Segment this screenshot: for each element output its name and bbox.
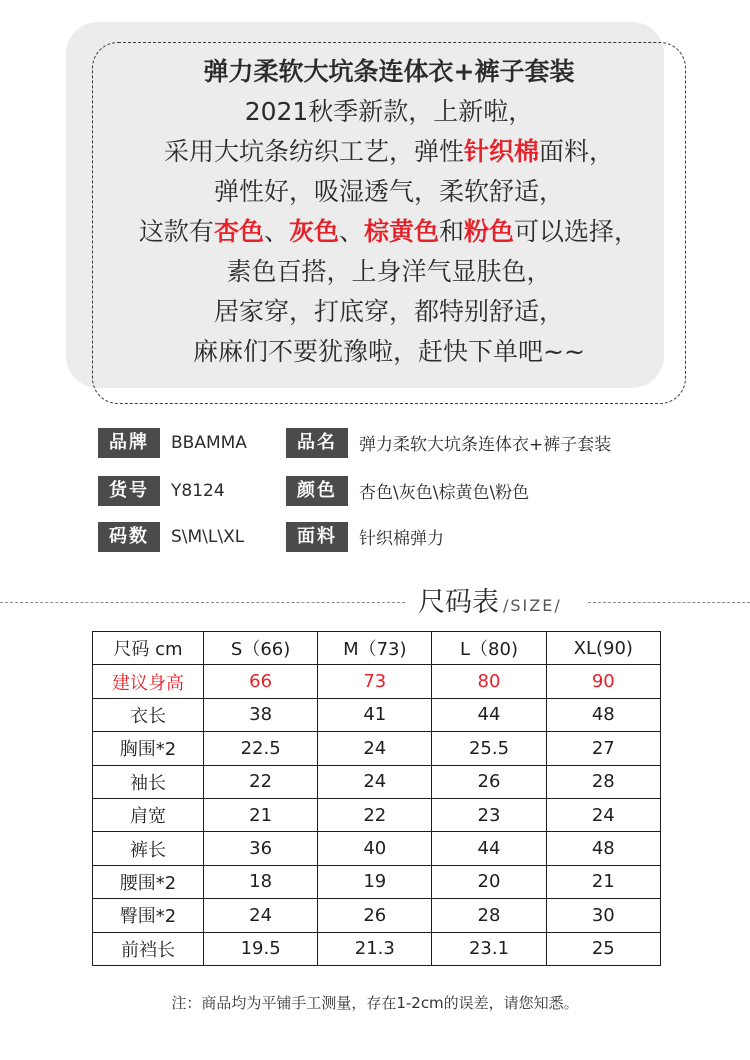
intro-line: 居家穿，打底穿，都特别舒适， [213, 297, 564, 326]
size-table-header [93, 632, 661, 665]
size-chart-title [418, 580, 562, 619]
fabric-value: 针织棉弹力 [359, 529, 444, 549]
intro-text-span: 面料， [539, 137, 615, 166]
header-cell: XL(90) [546, 632, 660, 665]
brand-label: 品牌 [98, 428, 160, 458]
size-label: 码数 [98, 522, 160, 552]
sku-label: 货号 [98, 476, 160, 506]
table-cell: 73 [318, 665, 432, 698]
intro-text-span: 采用大坑条纺织工艺，弹性 [163, 137, 464, 166]
table-row [93, 765, 661, 798]
divider-left [0, 602, 405, 603]
table-cell: 28 [546, 765, 660, 798]
divider-right [588, 602, 750, 603]
row-label: 胸围*2 [93, 732, 204, 765]
table-cell: 23 [432, 798, 546, 831]
table-cell: 22 [318, 798, 432, 831]
table-cell: 20 [432, 865, 546, 898]
table-cell: 80 [432, 665, 546, 698]
table-cell: 24 [318, 732, 432, 765]
product-name-label: 品名 [286, 428, 348, 458]
table-cell: 21 [204, 798, 318, 831]
sku-value: Y8124 [171, 481, 225, 501]
color-highlight: 棕黄色 [364, 217, 440, 246]
intro-line: 弹性好，吸湿透气，柔软舒适， [213, 177, 564, 206]
table-cell: 40 [318, 832, 432, 865]
table-cell: 19.5 [204, 932, 318, 965]
table-row [93, 665, 661, 698]
intro-text-span: 、 [263, 217, 289, 246]
size-value: S\M\L\XL [171, 527, 245, 547]
row-label: 袖长 [93, 765, 204, 798]
brand-value: BBAMMA [171, 433, 247, 453]
intro-line [92, 132, 686, 172]
table-cell: 27 [546, 732, 660, 765]
fabric-label: 面料 [286, 522, 348, 552]
row-label: 前裆长 [93, 932, 204, 965]
intro-text [92, 52, 686, 372]
intro-text-span: 可以选择， [514, 217, 640, 246]
table-cell: 36 [204, 832, 318, 865]
table-row [93, 732, 661, 765]
intro-text-span: 、 [338, 217, 364, 246]
table-cell: 28 [432, 899, 546, 932]
table-cell: 30 [546, 899, 660, 932]
table-cell: 26 [318, 899, 432, 932]
color-value: 杏色\灰色\棕黄色\粉色 [359, 483, 530, 503]
table-cell: 22.5 [204, 732, 318, 765]
table-cell: 66 [204, 665, 318, 698]
row-label: 腰围*2 [93, 865, 204, 898]
table-cell: 24 [318, 765, 432, 798]
intro-line: 素色百搭，上身洋气显肤色， [226, 257, 552, 286]
table-cell: 41 [318, 698, 432, 731]
color-highlight: 粉色 [464, 217, 515, 246]
table-cell: 19 [318, 865, 432, 898]
table-cell: 48 [546, 698, 660, 731]
row-label: 肩宽 [93, 798, 204, 831]
table-cell: 21 [546, 865, 660, 898]
product-title: 弹力柔软大坑条连体衣+裤子套装 [203, 57, 575, 86]
color-label: 颜色 [286, 476, 348, 506]
table-row [93, 899, 661, 932]
header-cell: M（73) [318, 632, 432, 665]
product-name-value: 弹力柔软大坑条连体衣+裤子套装 [359, 435, 612, 455]
intro-text-span: 这款有 [138, 217, 214, 246]
table-cell: 24 [204, 899, 318, 932]
table-cell: 48 [546, 832, 660, 865]
table-cell: 25.5 [432, 732, 546, 765]
table-cell: 22 [204, 765, 318, 798]
intro-line: 麻麻们不要犹豫啦，赶快下单吧~~ [193, 337, 585, 366]
table-cell: 24 [546, 798, 660, 831]
row-label: 建议身高 [93, 665, 204, 698]
table-cell: 18 [204, 865, 318, 898]
intro-line [92, 212, 686, 252]
table-cell: 23.1 [432, 932, 546, 965]
size-chart-subtitle: /SIZE/ [503, 596, 562, 615]
table-row [93, 698, 661, 731]
table-cell: 26 [432, 765, 546, 798]
table-cell: 38 [204, 698, 318, 731]
table-cell: 44 [432, 698, 546, 731]
row-label: 衣长 [93, 698, 204, 731]
table-cell: 90 [546, 665, 660, 698]
table-row [93, 932, 661, 965]
size-chart-title-text: 尺码表 [418, 587, 499, 618]
intro-text-span: 和 [439, 217, 465, 246]
header-cell: S（66) [204, 632, 318, 665]
color-highlight: 杏色 [213, 217, 264, 246]
table-cell: 21.3 [318, 932, 432, 965]
table-cell: 44 [432, 832, 546, 865]
header-cell: L（80) [432, 632, 546, 665]
color-highlight: 灰色 [288, 217, 339, 246]
size-table [92, 631, 661, 966]
row-label: 臀围*2 [93, 899, 204, 932]
intro-line: 2021秋季新款，上新啦， [244, 97, 534, 126]
header-cell: 尺码 cm [93, 632, 204, 665]
table-cell: 25 [546, 932, 660, 965]
fabric-highlight: 针织棉 [463, 137, 539, 166]
measurement-note: 注：商品均为平铺手工测量，存在1-2cm的误差，请您知悉。 [171, 994, 579, 1012]
row-label: 裤长 [93, 832, 204, 865]
table-row [93, 865, 661, 898]
table-row [93, 798, 661, 831]
table-row [93, 832, 661, 865]
